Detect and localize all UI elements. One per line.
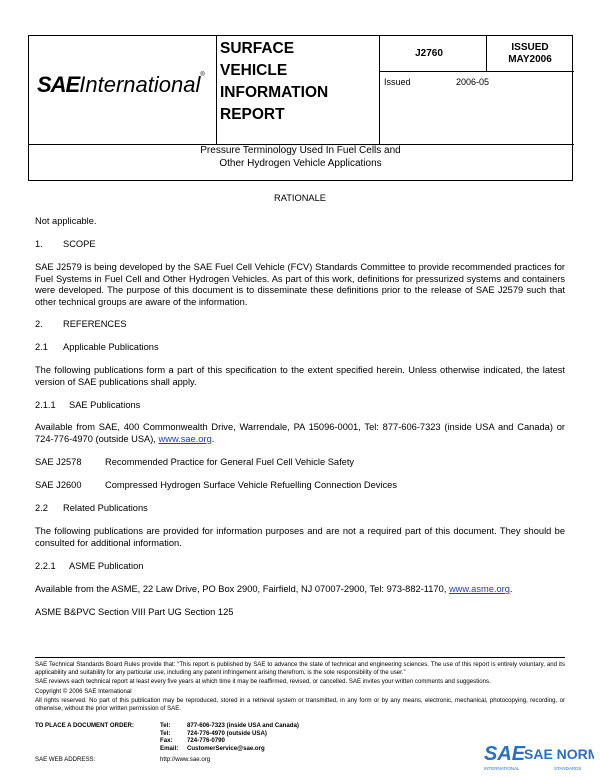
rationale-text: Not applicable. (35, 216, 97, 226)
section-number: 2.2 (35, 503, 48, 513)
section-number: 2.1.1 (35, 400, 56, 410)
reference-title: Recommended Practice for General Fuel Cell Vehicle Safety (105, 457, 355, 467)
document-number: J2760 (415, 48, 443, 59)
contact-key: Fax: (160, 737, 173, 745)
asme-reference: ASME B&PVC Section VIII Part UG Section 125 (35, 607, 234, 617)
issued-row (384, 77, 494, 87)
title-line: REPORT (220, 106, 285, 123)
header-box (28, 35, 573, 181)
section-title: Related Publications (63, 503, 148, 513)
contact-row (160, 730, 299, 738)
issued-row-label: Issued (384, 77, 411, 87)
title-line: SURFACE (220, 40, 295, 57)
section-number: 2.1 (35, 342, 48, 352)
footer-paragraph: SAE reviews each technical report at least every five years at which time it may be reaffirmed, revised, or cancelled. SAE invites your written comments and suggestions. (35, 678, 491, 686)
section-number: 1. (35, 239, 43, 249)
contact-key: Email: (160, 744, 179, 752)
section-title: REFERENCES (63, 319, 127, 329)
section-title: Applicable Publications (63, 342, 159, 352)
section-title: SAE Publications (69, 400, 141, 410)
contact-list (160, 722, 299, 752)
section-2-2-heading (35, 503, 565, 515)
divider (216, 36, 217, 144)
contact-row (160, 745, 299, 753)
web-url[interactable]: http://www.sae.org (160, 756, 211, 763)
logo-sae: SAE (37, 72, 80, 97)
title-line: INFORMATION (220, 84, 329, 101)
text: . (509, 584, 513, 594)
section-2-2-1-text (35, 584, 565, 596)
text: Available from the ASME, 22 Law Drive, PO Box 2900, Fairfield, NJ 07007-2900, Tel: 973-882-1170, (35, 584, 449, 594)
footer-paragraph: SAE Technical Standards Board Rules provide that: “This report is published by SAE to advance the state of technical and engineering sciences. The use of this report is entirely voluntary, and its applicability and suitability for any particular use, including any patent infringement arising therefrom, is the sole responsibility of the user.” (35, 661, 565, 676)
contact-value: 724-776-0790 (187, 737, 225, 745)
logo-trademark: ® (200, 72, 205, 78)
footer-paragraph: All rights reserved. No part of this publication may be reproduced, stored in a retrieval system or transmitted, in any form or by any means, electronic, mechanical, photocopying, recording, or otherwise, without the prior written permission of SAE. (35, 697, 565, 712)
subtitle-line: Pressure Terminology Used In Fuel Cells and (200, 145, 401, 156)
contact-value: 877-606-7323 (inside USA and Canada) (187, 722, 299, 729)
footer-rule (35, 657, 565, 658)
section-1-heading (35, 239, 565, 251)
logo-international: International (79, 72, 201, 97)
watermark-sub-right: STANDARDS (554, 766, 582, 771)
section-title: SCOPE (63, 239, 96, 249)
document-type-title (220, 38, 370, 126)
issued-status (487, 42, 573, 66)
watermark-sae-mark: SAE (484, 743, 526, 765)
contact-value[interactable]: CustomerService@sae.org (187, 744, 265, 752)
footer-notice (35, 661, 565, 713)
issued-row-date: 2006-05 (456, 77, 490, 87)
section-number: 2. (35, 319, 43, 329)
section-2-1-1-heading (35, 400, 565, 412)
section-1-text: SAE J2579 is being developed by the SAE Fuel Cell Vehicle (FCV) Standards Committee to provide recommended practices for Fuel Systems in Fuel Cell and Other Hydrogen Vehicles. As part of this work, definitions for pressurized systems and containers were developed. The purpose of this document is to disseminate these definitions prior to the release of SAE J2579 such that other technical groups are aware of the information. (35, 262, 565, 307)
contact-key: Tel: (160, 722, 171, 729)
title-line: VEHICLE (220, 62, 288, 79)
section-2-1-text: The following publications form a part of this specification to the extent specified herein. Unless otherwise indicated, the latest version of SAE publications shall apply. (35, 365, 565, 387)
contact-value: 724-776-4970 (outside USA) (187, 729, 267, 737)
contact-key: Tel: (160, 729, 171, 737)
section-2-2-1-heading (35, 561, 565, 573)
divider (379, 71, 574, 72)
section-2-1-1-text (35, 422, 565, 445)
sae-international-logo (37, 72, 205, 98)
section-number: 2.2.1 (35, 561, 56, 571)
reference-item (35, 457, 565, 469)
subtitle-line: Other Hydrogen Vehicle Applications (219, 158, 382, 169)
reference-code: SAE J2578 (35, 457, 82, 467)
web-address (35, 756, 211, 763)
issued-value: MAY2006 (508, 54, 552, 65)
sae-norm-watermark (484, 740, 594, 772)
order-label: TO PLACE A DOCUMENT ORDER: (35, 722, 134, 729)
contact-row (160, 722, 299, 730)
issued-label: ISSUED (511, 42, 549, 53)
sae-website-link[interactable]: www.sae.org (158, 433, 212, 444)
section-title: ASME Publication (69, 561, 144, 571)
web-label: SAE WEB ADDRESS: (35, 756, 96, 763)
asme-website-link[interactable]: www.asme.org (448, 584, 510, 594)
text: . (211, 433, 215, 444)
watermark-graphic (484, 740, 594, 772)
section-2-1-heading (35, 342, 565, 354)
watermark-main: SAE NORM (524, 746, 594, 762)
section-2-heading (35, 319, 565, 331)
rationale-heading: RATIONALE (273, 193, 326, 203)
copyright: Copyright © 2006 SAE International (35, 687, 132, 695)
contact-row (160, 737, 299, 745)
reference-code: SAE J2600 (35, 480, 82, 490)
reference-title: Compressed Hydrogen Surface Vehicle Refuelling Connection Devices (105, 480, 397, 490)
text: Available from SAE, 400 Commonwealth Drive, Warrendale, PA 15096-0001, Tel: 877-606-7323 (inside USA and Canada) or 724-776-4970 (outside USA), (35, 422, 565, 444)
reference-item (35, 480, 565, 492)
document-subtitle (29, 144, 572, 170)
section-2-2-text: The following publications are provided for information purposes and are not a required part of this document. They should be consulted for additional information. (35, 526, 565, 548)
watermark-sub-left: INTERNATIONAL (484, 766, 520, 771)
